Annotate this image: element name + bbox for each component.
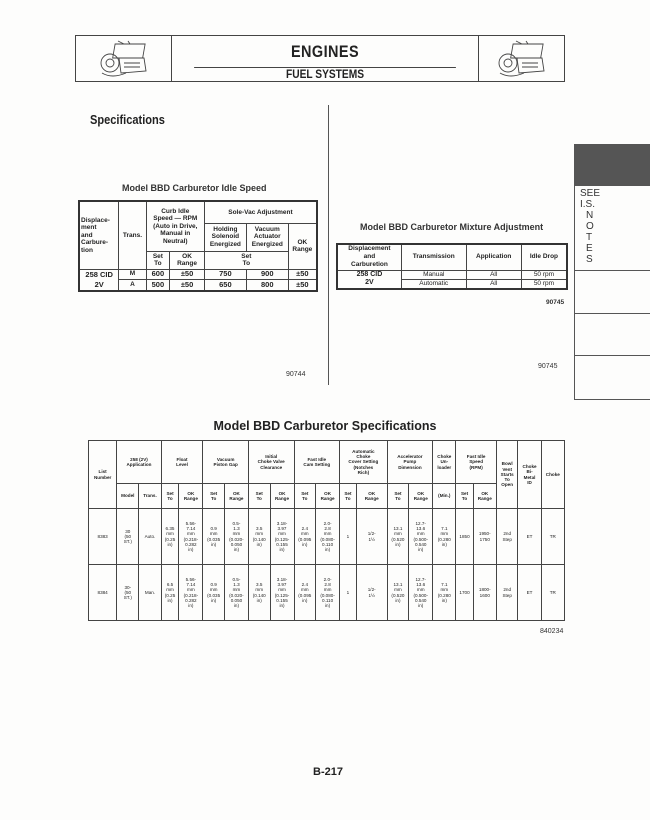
- engine-illustration-left: [76, 36, 172, 81]
- subheader: (Min.): [433, 484, 456, 509]
- group-header: Accelerator Pump Dimension: [387, 441, 433, 484]
- group-header: Float Level: [161, 441, 203, 484]
- header-title: ENGINES: [194, 36, 456, 68]
- table-cell: TR: [541, 565, 564, 621]
- table-cell: Man.: [139, 565, 161, 621]
- header-subtitle: FUEL SYSTEMS: [285, 67, 365, 81]
- cell-idle-drop: 50 rpm: [521, 279, 567, 289]
- engine-illustration-right: [478, 36, 564, 81]
- tab-text-line: E: [586, 243, 593, 254]
- tab-text-line: O: [586, 221, 594, 232]
- table-row: [89, 509, 565, 565]
- cell-vacuum: 900: [246, 269, 288, 279]
- subheader: OK Range: [316, 484, 340, 509]
- side-tab-divider: [575, 399, 650, 400]
- subheader: Set To: [340, 484, 357, 509]
- cell-set: 500: [146, 279, 170, 290]
- see-is-notes-tab[interactable]: [580, 188, 600, 265]
- page-number: B-217: [313, 766, 343, 778]
- cell-set: 600: [146, 269, 170, 279]
- table-cell: 0.5- 1.3 mm (0.020- 0.050 in): [224, 509, 248, 565]
- table-cell: 5.56- 7.14 mm (0.218- 0.282 in): [179, 509, 203, 565]
- group-header: Choke: [541, 441, 564, 509]
- header-vacuum-actuator: Vacuum Actuator Energized: [246, 223, 288, 251]
- table-cell: 1850: [456, 509, 473, 565]
- subheader: OK Range: [356, 484, 387, 509]
- header-ok-range-2: OK Range: [288, 223, 317, 269]
- side-tab-divider: [575, 355, 650, 356]
- group-header: Bowl Vent Starts To Open: [496, 441, 518, 509]
- engine-icon: [94, 39, 154, 79]
- subheader: Set To: [161, 484, 179, 509]
- figure-number: 90745: [546, 299, 565, 306]
- mixture-title: Model BBD Carburetor Mixture Adjustment: [360, 222, 544, 232]
- header-trans: Trans.: [119, 201, 146, 269]
- group-header: Choke Un- loader: [433, 441, 456, 484]
- page-header: [75, 35, 565, 82]
- specs-title: Model BBD Carburetor Specifications: [213, 419, 437, 433]
- table-cell: 0.9 mm (0.035 in): [203, 565, 225, 621]
- cell-trans: A: [119, 279, 146, 290]
- table-row: [337, 270, 567, 279]
- table-cell: 6.5 mm (0.25 in): [161, 565, 179, 621]
- tab-text-line: S: [586, 254, 593, 265]
- header-displacement: Displacement and Carburetion: [337, 244, 401, 270]
- table-cell: 3.18- 3.97 mm (0.125- 0.155 in): [270, 509, 294, 565]
- table-cell: ET: [518, 509, 541, 565]
- header-displacement: Displace- ment and Carbure- tion: [79, 201, 119, 269]
- table-cell: 2.4 mm (0.095 in): [294, 509, 316, 565]
- subheader: OK Range: [473, 484, 496, 509]
- header-ok-range: OK Range: [170, 251, 205, 269]
- subheader-row: [89, 484, 565, 509]
- cell-holding: 650: [204, 279, 246, 290]
- cell-transmission: Manual: [401, 270, 466, 279]
- cell-application: All: [466, 279, 521, 289]
- group-header: 258 (2V) Application: [117, 441, 161, 484]
- idle-speed-title: Model BBD Carburetor Idle Speed: [122, 183, 267, 193]
- cell-ok2: ±50: [288, 269, 317, 279]
- table-cell: 1/2- 1½: [356, 509, 387, 565]
- header-idle-drop: Idle Drop: [521, 244, 567, 270]
- table-cell: 3.18- 3.97 mm (0.125- 0.155 in): [270, 565, 294, 621]
- table-cell: 8384: [89, 565, 117, 621]
- table-cell: 1: [340, 509, 357, 565]
- table-cell: 1/2- 1½: [356, 565, 387, 621]
- group-header: List Number: [89, 441, 117, 509]
- figure-number: 90745: [538, 363, 558, 370]
- table-cell: 13.1 mm (0.520 in): [387, 565, 409, 621]
- table-cell: 1950- 1750: [473, 509, 496, 565]
- header-curb-idle: Curb Idle Speed — RPM (Auto in Drive, Manual in Neutral): [146, 201, 204, 251]
- group-header: Automatic Choke Cover Setting (Notches Rich): [340, 441, 388, 484]
- table-cell: ET: [518, 565, 541, 621]
- header-set-to-2: Set To: [204, 251, 288, 269]
- header-set-to: Set To: [146, 251, 170, 269]
- column-divider: [328, 105, 329, 385]
- figure-number: 840234: [540, 628, 564, 635]
- subheader: OK Range: [224, 484, 248, 509]
- subheader: OK Range: [179, 484, 203, 509]
- table-cell: 2.0- 2.8 mm (0.080- 0.110 in): [316, 509, 340, 565]
- table-cell: 30 (50 ST.): [117, 509, 139, 565]
- subheader: Model: [117, 484, 139, 509]
- header-holding-solenoid: Holding Solenoid Energized: [204, 223, 246, 251]
- subheader: OK Range: [270, 484, 294, 509]
- table-cell: 13.1 mm (0.520 in): [387, 509, 409, 565]
- section-title: Specifications: [90, 112, 165, 127]
- cell-ok: ±50: [170, 279, 205, 290]
- subheader: Set To: [203, 484, 225, 509]
- subheader: Set To: [387, 484, 409, 509]
- table-cell: 30- (50 ST.): [117, 565, 139, 621]
- subheader: Set To: [248, 484, 270, 509]
- cell-ok2: ±50: [288, 279, 317, 290]
- table-cell: 0.9 mm (0.035 in): [203, 509, 225, 565]
- cell-vacuum: 800: [246, 279, 288, 290]
- table-cell: 12.7- 13.6 mm (0.500- 0.540 in): [409, 509, 433, 565]
- group-header: Choke Bi- Metal ID: [518, 441, 541, 509]
- table-cell: 3.5 mm (0.140 in): [248, 509, 270, 565]
- cell-displacement: 258 CID 2V: [79, 269, 119, 291]
- table-cell: 7.1 mm (0.280 in): [433, 509, 456, 565]
- table-cell: 3.5 mm (0.140 in): [248, 565, 270, 621]
- table-cell: TR: [541, 509, 564, 565]
- cell-ok: ±50: [170, 269, 205, 279]
- subheader: OK Range: [409, 484, 433, 509]
- cell-transmission: Automatic: [401, 279, 466, 289]
- table-cell: Auto.: [139, 509, 161, 565]
- idle-speed-table: [78, 200, 318, 292]
- side-tab-line: [574, 144, 575, 400]
- side-tab-marker: [574, 144, 650, 186]
- tab-text-line: N: [586, 210, 594, 221]
- table-cell: 12.7- 13.6 mm (0.500- 0.540 in): [409, 565, 433, 621]
- mixture-adjustment-table: [336, 243, 568, 290]
- cell-holding: 750: [204, 269, 246, 279]
- cell-idle-drop: 50 rpm: [521, 270, 567, 279]
- group-header: Vacuum Piston Gap: [203, 441, 249, 484]
- table-cell: 2nd Step: [496, 565, 518, 621]
- header-transmission: Transmission: [401, 244, 466, 270]
- figure-number: 90744: [286, 371, 306, 378]
- cell-trans: M: [119, 269, 146, 279]
- group-header: Initial Choke Valve Clearance: [248, 441, 294, 484]
- group-header: Fast Idle Cam Setting: [294, 441, 340, 484]
- tab-text-line: T: [586, 232, 593, 243]
- table-cell: 8383: [89, 509, 117, 565]
- table-row: [89, 565, 565, 621]
- tab-text-line: I.S.: [580, 199, 596, 210]
- subheader: Set To: [294, 484, 316, 509]
- table-cell: 1700: [456, 565, 473, 621]
- side-tab-divider: [575, 270, 650, 271]
- table-cell: 2nd Step: [496, 509, 518, 565]
- side-tab-divider: [575, 313, 650, 314]
- tab-text-line: SEE: [580, 188, 601, 199]
- table-cell: 6.35 mm (0.25 in): [161, 509, 179, 565]
- carburetor-specs-table: [88, 440, 565, 621]
- cell-displacement: 258 CID 2V: [337, 270, 401, 289]
- table-cell: 5.56- 7.14 mm (0.218- 0.282 in): [179, 565, 203, 621]
- table-row: [79, 269, 317, 279]
- engine-icon: [492, 39, 552, 79]
- cell-application: All: [466, 270, 521, 279]
- table-cell: 7.1 mm (0.280 in): [433, 565, 456, 621]
- table-cell: 2.4 mm (0.095 in): [294, 565, 316, 621]
- header-sole-vac: Sole-Vac Adjustment: [204, 201, 317, 223]
- header-row: [89, 441, 565, 484]
- table-cell: 0.5- 1.3 mm (0.020- 0.050 in): [224, 565, 248, 621]
- header-application: Application: [466, 244, 521, 270]
- table-cell: 1800- 1600: [473, 565, 496, 621]
- subheader: Trans.: [139, 484, 161, 509]
- group-header: Fast Idle Speed (RPM): [456, 441, 496, 484]
- subheader: Set To: [456, 484, 473, 509]
- table-cell: 1: [340, 565, 357, 621]
- table-cell: 2.0- 2.8 mm (0.080- 0.110 in): [316, 565, 340, 621]
